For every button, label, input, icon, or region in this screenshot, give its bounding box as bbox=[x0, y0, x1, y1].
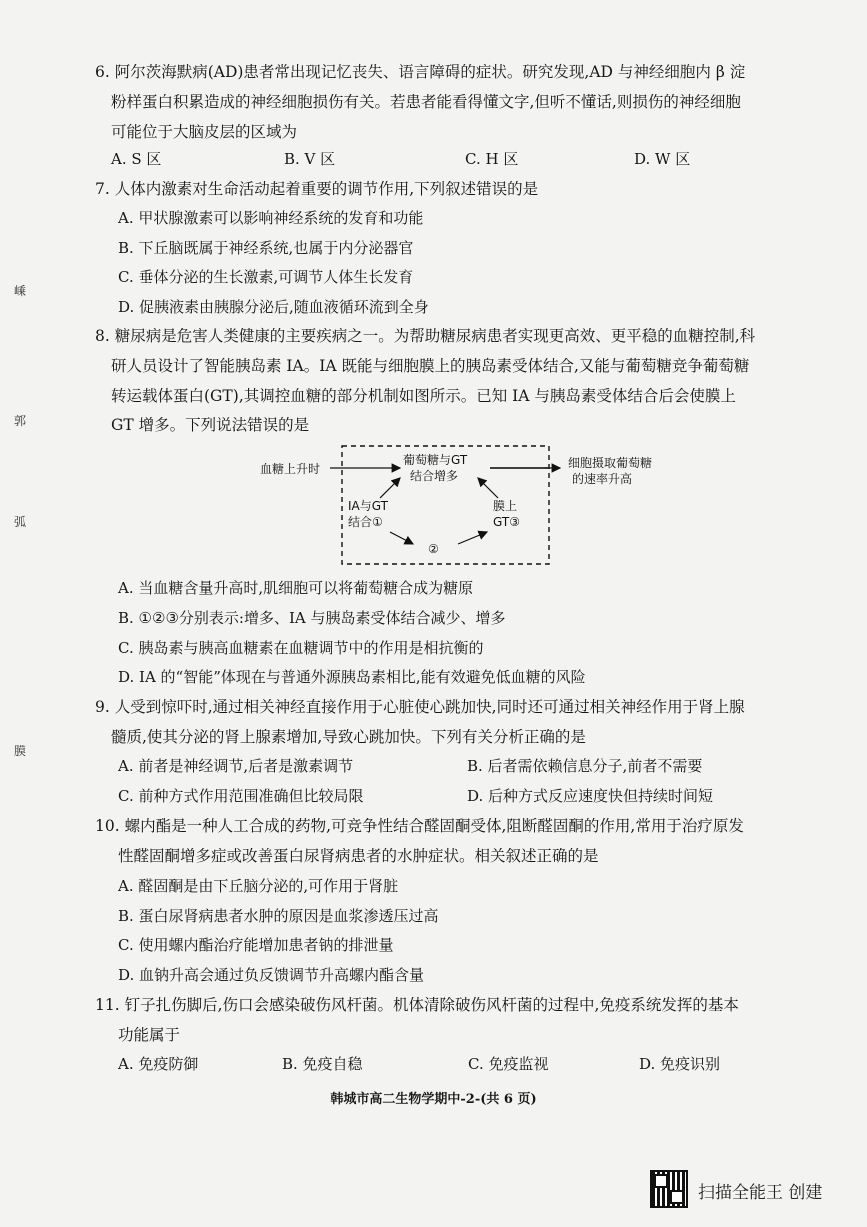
margin-mark: 嵊 bbox=[14, 284, 27, 298]
diagram-right-label-1: 细胞摄取葡萄糖 bbox=[568, 456, 653, 470]
q7-option-d: D. 促胰液素由胰腺分泌后,随血液循环流到全身 bbox=[118, 298, 429, 316]
q7-option-a: A. 甲状腺激素可以影响神经系统的发育和功能 bbox=[118, 209, 424, 227]
diagram-mid-label: ② bbox=[428, 542, 439, 556]
diagram-gt-label-1: 膜上 bbox=[493, 499, 518, 513]
q11-option-c: C. 免疫监视 bbox=[468, 1055, 549, 1073]
q11-stem-line2: 功能属于 bbox=[118, 1026, 181, 1044]
margin-mark: 弧 bbox=[14, 515, 27, 529]
q10-stem-line2: 性醛固酮增多症或改善蛋白尿肾病患者的水肿症状。相关叙述正确的是 bbox=[118, 847, 599, 865]
q9-option-d: D. 后种方式反应速度快但持续时间短 bbox=[467, 787, 714, 805]
q6-option-a: A. S 区 bbox=[111, 150, 162, 168]
q7-stem: 7. 人体内激素对生命活动起着重要的调节作用,下列叙述错误的是 bbox=[95, 180, 539, 198]
diagram-arrow bbox=[380, 478, 400, 498]
q6-stem-line1: 6. 阿尔茨海默病(AD)患者常出现记忆丧失、语言障碍的症状。研究发现,AD 与神经细胞内 β 淀 bbox=[95, 63, 746, 81]
q6-option-d: D. W 区 bbox=[634, 150, 691, 168]
diagram-top-label-1: 葡萄糖与GT bbox=[403, 453, 468, 467]
q8-stem-line2: 研人员设计了智能胰岛素 IA。IA 既能与细胞膜上的胰岛素受体结合,又能与葡萄糖竞争葡萄糖 bbox=[111, 357, 750, 375]
q10-stem-line1: 10. 螺内酯是一种人工合成的药物,可竞争性结合醛固酮受体,阻断醛固酮的作用,常用于治疗原发 bbox=[95, 817, 744, 835]
q10-option-a: A. 醛固酮是由下丘脑分泌的,可作用于肾脏 bbox=[118, 877, 399, 895]
q9-option-a: A. 前者是神经调节,后者是激素调节 bbox=[118, 757, 354, 775]
margin-mark: 膜 bbox=[14, 744, 27, 758]
q6-option-b: B. V 区 bbox=[284, 150, 336, 168]
qr-code-icon bbox=[650, 1170, 688, 1208]
q11-stem-line1: 11. 钉子扎伤脚后,伤口会感染破伤风杆菌。机体清除破伤风杆菌的过程中,免疫系统发挥的基本 bbox=[95, 996, 739, 1014]
q7-option-c: C. 垂体分泌的生长激素,可调节人体生长发育 bbox=[118, 268, 414, 286]
diagram-arrow bbox=[478, 478, 498, 498]
q8-option-a: A. 当血糖含量升高时,肌细胞可以将葡萄糖合成为糖原 bbox=[118, 579, 474, 597]
q9-option-b: B. 后者需依赖信息分子,前者不需要 bbox=[467, 757, 703, 775]
q8-stem-line1: 8. 糖尿病是危害人类健康的主要疾病之一。为帮助糖尿病患者实现更高效、更平稳的血糖控制,科 bbox=[95, 327, 756, 345]
diagram-right-label-2: 的速率升高 bbox=[572, 472, 633, 486]
scanner-watermark: 扫描全能王 创建 bbox=[698, 1183, 823, 1203]
diagram-arrow bbox=[458, 532, 487, 544]
page-footer: 韩城市高二生物学期中-2-(共 6 页) bbox=[330, 1092, 537, 1107]
q8-option-d: D. IA 的“智能”体现在与普通外源胰岛素相比,能有效避免低血糖的风险 bbox=[118, 668, 586, 686]
q8-stem-line4: GT 增多。下列说法错误的是 bbox=[111, 416, 310, 434]
q11-option-b: B. 免疫自稳 bbox=[282, 1055, 363, 1073]
diagram-top-label-2: 结合增多 bbox=[410, 469, 459, 483]
diagram-left-label: 血糖上升时 bbox=[260, 462, 321, 476]
q9-stem-line2: 髓质,使其分泌的肾上腺素增加,导致心跳加快。下列有关分析正确的是 bbox=[111, 728, 586, 746]
diagram-ia-label-1: IA与GT bbox=[348, 499, 388, 513]
q11-option-a: A. 免疫防御 bbox=[118, 1055, 199, 1073]
q7-option-b: B. 下丘脑既属于神经系统,也属于内分泌器官 bbox=[118, 239, 414, 257]
diagram-gt-label-2: GT③ bbox=[493, 515, 520, 529]
q8-option-b: B. ①②③分别表示:增多、IA 与胰岛素受体结合减少、增多 bbox=[118, 609, 506, 627]
diagram-ia-label-2: 结合① bbox=[348, 515, 383, 529]
q6-stem-line3: 可能位于大脑皮层的区域为 bbox=[111, 123, 298, 141]
q9-stem-line1: 9. 人受到惊吓时,通过相关神经直接作用于心脏使心跳加快,同时还可通过相关神经作用于肾上腺 bbox=[95, 698, 745, 716]
diagram-arrow bbox=[390, 532, 413, 544]
q11-option-d: D. 免疫识别 bbox=[639, 1055, 721, 1073]
q10-option-b: B. 蛋白尿肾病患者水肿的原因是血浆渗透压过高 bbox=[118, 907, 439, 925]
q10-option-d: D. 血钠升高会通过负反馈调节升高螺内酯含量 bbox=[118, 966, 425, 984]
q9-option-c: C. 前种方式作用范围准确但比较局限 bbox=[118, 787, 364, 805]
margin-mark: 郭 bbox=[14, 414, 27, 428]
q6-option-c: C. H 区 bbox=[465, 150, 519, 168]
q8-stem-line3: 转运载体蛋白(GT),其调控血糖的部分机制如图所示。已知 IA 与胰岛素受体结合后会使膜上 bbox=[111, 387, 736, 405]
q6-stem-line2: 粉样蛋白积累造成的神经细胞损伤有关。若患者能看得懂文字,但听不懂话,则损伤的神经细胞 bbox=[111, 93, 741, 111]
q10-option-c: C. 使用螺内酯治疗能增加患者钠的排泄量 bbox=[118, 936, 394, 954]
q8-option-c: C. 胰岛素与胰高血糖素在血糖调节中的作用是相抗衡的 bbox=[118, 639, 484, 657]
q8-diagram bbox=[250, 440, 670, 572]
